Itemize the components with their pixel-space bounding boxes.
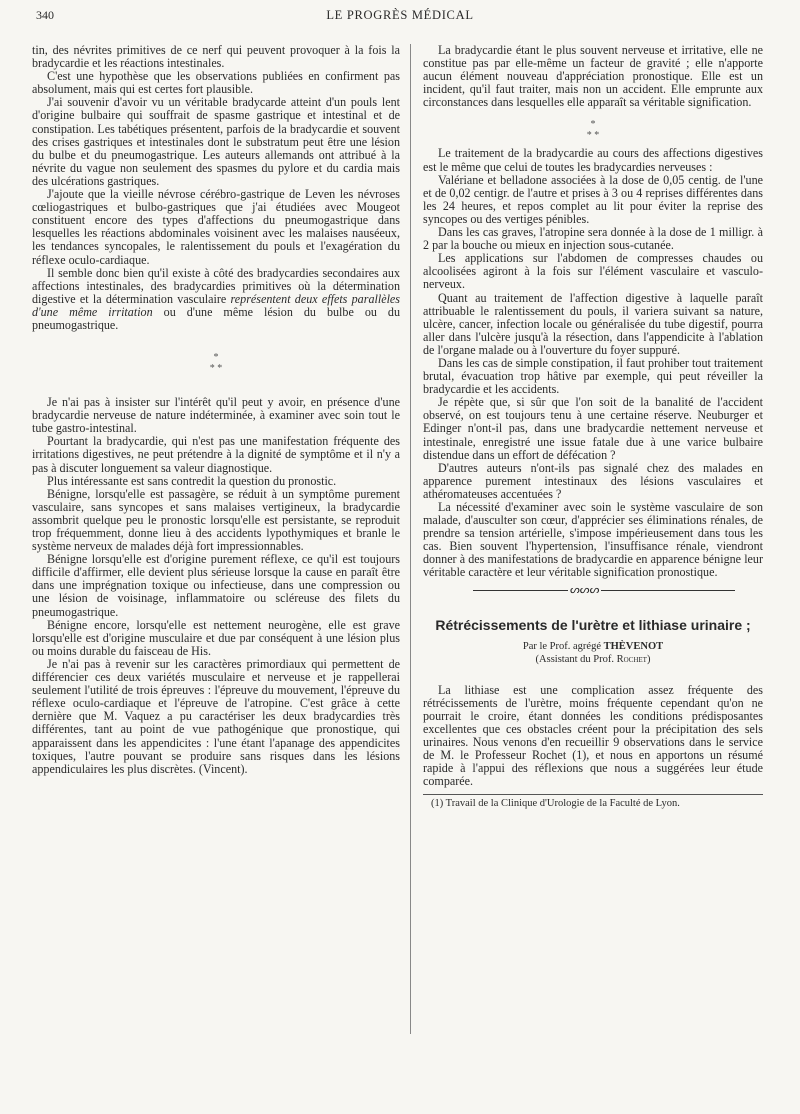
author-affiliation xyxy=(423,653,763,666)
italic-text-run: représentent deux effets parallèles d'une même irritation xyxy=(32,291,401,319)
paragraph: Les applications sur l'abdomen de compresses chaudes ou alcoolisées agiront à la fois sur l'élément vasculaire et vasculo-nerveux. xyxy=(423,251,763,292)
right-column xyxy=(423,44,763,810)
paragraph: Dans les cas graves, l'atropine sera donnée à la dose de 1 milligr. à 2 par la bouche ou mieux en injection sous-cutanée. xyxy=(423,225,763,253)
footnote: (1) Travail de la Clinique d'Urologie de la Faculté de Lyon. xyxy=(431,798,680,810)
paragraph: La nécessité d'examiner avec soin le système vasculaire de son malade, d'ausculter son cœur, d'apprécier ses éliminations rénales, de prendre sa tension artérielle, s'impose impérieusement dans tous les cas. Bien souvent l'hypertension, l'insuffisance rénale, viendront donner à des manifestations de bradycardie en apparence bénigne leur véritable caractère et leur véritable signification pronostique. xyxy=(423,500,763,580)
paragraph: La bradycardie étant le plus souvent nerveuse et irritative, elle ne constitue pas par elle-même un facteur de gravité ; elle n'apporte aucun élément nouveau d'appréciation pronostique. Elle est un incident, qu'il faut traiter, mais non un accident. Elle emprunte aux circonstances dans lesquelles elle apparaît sa véritable signification. xyxy=(423,43,763,110)
paragraph: D'autres auteurs n'ont-ils pas signalé chez des malades en apparence purement intestinaux des lésions vasculaires et athéromateuses accentuées ? xyxy=(423,460,763,501)
asterism: * * * xyxy=(586,119,600,142)
byline-suffix: ) xyxy=(646,653,651,665)
paragraph: Dans les cas de simple constipation, il faut prohiber tout traitement brutal, évacuation trop hâtive par exemple, qui peut réveiller la bradycardie et les accidents. xyxy=(423,355,763,397)
author-byline xyxy=(423,640,763,653)
page-header xyxy=(0,0,800,26)
column-divider xyxy=(410,44,411,1034)
byline-prefix: Par le Prof. agrégé xyxy=(522,640,604,652)
author-name: THÈVENOT xyxy=(603,640,664,652)
section-separator xyxy=(473,583,735,601)
paragraph: J'ajoute que la vieille névrose cérébro-gastrique de Leven les névroses cœliogastriques et bulbo-gastriques que j'ai étudiées avec Mougeot constituent encore des types d'affections du pneumogastrique dans lesquelles les réactions abdominales voisinent avec les malaises nauséeux, les tendances syncopales, le ralentissement du pouls et l'exagération du réflexe oculo-cardiaque. xyxy=(32,187,400,267)
asterism: * * * xyxy=(209,352,223,375)
professor-name: Rochet xyxy=(616,653,647,665)
paragraph: Pourtant la bradycardie, qui n'est pas une manifestation fréquente des irritations digestives, ne peut prétendre à la dignité de symptôme et il n'y a pas à discuter longuement sa valeur diagnostique. xyxy=(32,434,400,475)
separator-flourish: ᔕᔕᔕ xyxy=(570,583,600,596)
paragraph: Quant au traitement de l'affection digestive à laquelle paraît attribuable le ralentissement du pouls, il variera suivant sa nature, ulcère, cancer, infection locale ou généralisée du tube digestif, pourra aller dans l'ulcère jusqu'à la résection, dans l'appendicite à l'ablation de l'organe malade ou à l'ouverture du foyer suppuré. xyxy=(423,290,763,357)
paragraph: Plus intéressante est sans contredit la question du pronostic. xyxy=(47,473,337,488)
paragraph: Je n'ai pas à insister sur l'intérêt qu'il peut y avoir, en présence d'une bradycardie nerveuse de nature indéterminée, à examiner avec soin tout le tube gastro-intestinal. xyxy=(32,395,400,436)
paragraph: C'est une hypothèse que les observations publiées en confirment pas absolument, mais qui est certes fort plausible. xyxy=(32,69,400,97)
paragraph: Bénigne lorsqu'elle est d'origine purement réflexe, ce qu'il est toujours difficile d'affirmer, elle devient plus sérieuse lorsque la cause en paraît être dans une imprégnation toxique ou infectieuse, dans une compression ou une lésion de voisinage, inflammatoire ou scléreuse des filets du pneumogastrique. xyxy=(32,552,400,619)
text-run: Il semble donc bien qu'il existe à côté des bradycardies secondaires aux affections intestinales, des bradycardies primitives où la détermination digestive et la détermination vasculaire xyxy=(32,265,400,306)
footnote-rule xyxy=(423,794,763,795)
paragraph: tin, des névrites primitives de ce nerf qui peuvent provoquer à la fois la bradycardie et les réactions intestinales. xyxy=(32,43,400,71)
paragraph xyxy=(32,267,400,332)
running-title: LE PROGRÈS MÉDICAL xyxy=(326,8,474,22)
paragraph: Le traitement de la bradycardie au cours des affections digestives est le même que celui de toutes les bradycardies nerveuses : xyxy=(423,146,763,174)
paragraph: Je répète que, si sûr que l'on soit de la banalité de l'accident observé, on est toujours tenu à une certaine réserve. Neuburger et Edinger n'ont-il pas, dans une bradycardie nettement nerveuse et intestinale, enregistré une issue fatale due à une varice bulbaire distendue dans un effort de défécation ? xyxy=(423,395,763,462)
page-number: 340 xyxy=(36,8,54,22)
paragraph: Je n'ai pas à revenir sur les caractères primordiaux qui permettent de différencier ces deux variétés musculaire et nerveuse et je rappellerai seulement l'utilité de trois épreuves : l'épreuve du mouvement, l'épreuve du réflexe oculo-cardiaque et l'épreuve de l'atropine. C'est grâce à cette dernière que M. Vaquez a pu caractériser les deux bradycardies très différentes, tant au point de vue pathogénique que pronostique, qui apparaissent dans les appendicites : l'une étant l'apanage des appendicites toxiques, l'autre pouvant se produire sans risques dans les lésions appendiculaires les plus discrètes. (Vincent). xyxy=(32,656,400,776)
byline-prefix: (Assistant du Prof. xyxy=(535,653,617,665)
text-run: ou d'une même lésion du bulbe ou du pneumogastrique. xyxy=(32,304,400,332)
paragraph: J'ai souvenir d'avoir vu un véritable bradycarde atteint d'un pouls lent d'origine bulbaire qui souffrait de spasme gastrique et intestinal et de constipation. Les tabétiques présentent, parfois de la bradycardie et souvent des crises gastriques et intestinales dont le substratum peut être une lésion du bulbe et du pneumogastrique. Les auteurs allemands ont attribué à la névrite du vague non seulement des spasmes du pylore et du cardia mais des ulcérations gastriques. xyxy=(32,95,400,188)
paragraph: La lithiase est une complication assez fréquente des rétrécissements de l'urètre, moins fréquente cependant qu'on ne pourrait le croire, étant données les conditions prédisposantes excellentes que ces obstacles créent pour la précipitation des sels urinaires. Nous venons d'en recueillir 9 observations dans le service de M. le Professeur Rochet (1), et nous en apportons un résumé rapide à l'appui des réflexions que nous a suggérées leur étude comparée. xyxy=(423,682,763,789)
paragraph: Bénigne, lorsqu'elle est passagère, se réduit à un symptôme purement vasculaire, sans syncopes et sans malaises vertigineux, la bradycardie assombrit quelque peu le pronostic lorsqu'elle est persistante, se reproduit trop fréquemment, donne lieu à des accidents lypothymiques et branle le système nerveux de malades déjà fort impressionnables. xyxy=(32,486,400,554)
left-column xyxy=(32,44,400,776)
article-title: Rétrécissements de l'urètre et lithiase urinaire ; xyxy=(435,616,751,633)
paragraph: Bénigne encore, lorsqu'elle est nettement neurogène, elle est grave lorsqu'elle est d'origine musculaire et due par conséquent à une lésion plus ou moins durable du faisceau de His. xyxy=(32,617,400,658)
paragraph: Valériane et belladone associées à la dose de 0,05 centig. de l'une et de 0,02 centigr. de l'autre et prises à 3 ou 4 reprises différentes dans les 24 heures, et repos complet au lit pour éviter la reprise des syncopes ou des vertiges pénibles. xyxy=(423,172,763,226)
